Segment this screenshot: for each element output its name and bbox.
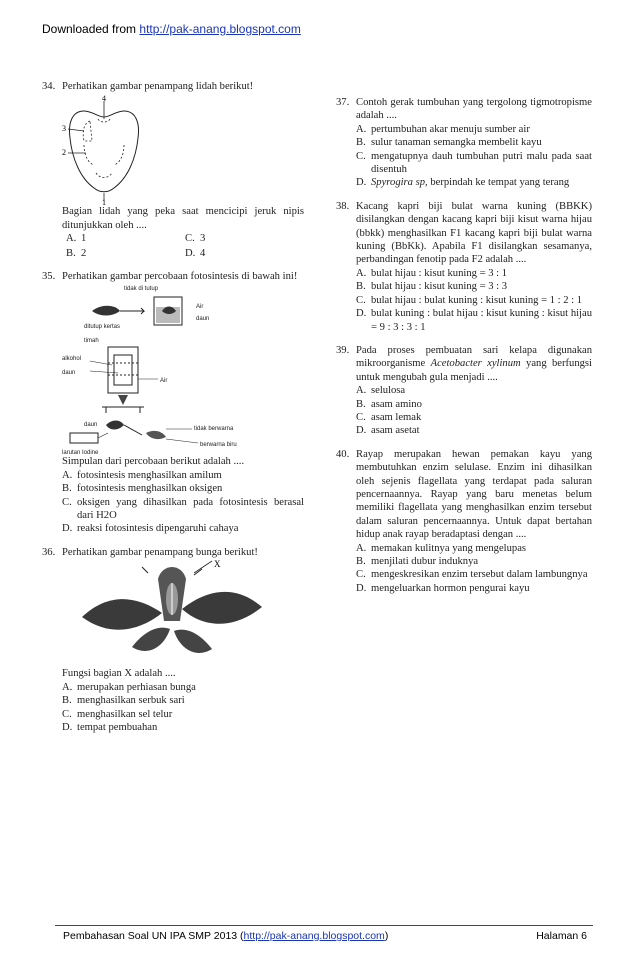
fig-label: larutan Iodine — [62, 450, 99, 457]
question-stem: Perhatikan gambar percobaan fotosintesis di bawah ini! — [62, 271, 298, 283]
tongue-label-1: 1 — [102, 198, 106, 206]
option-c[interactable]: C. 3 — [185, 233, 206, 245]
fig-label: Air — [160, 378, 168, 385]
option-a[interactable]: A. pertumbuhan akar menuju sumber air — [356, 123, 530, 135]
option-b[interactable]: B. asam amino — [356, 398, 422, 410]
option-b[interactable]: B. menjilati dubur induknya — [356, 556, 479, 567]
question-stem: Perhatikan gambar penampang bunga berikut! — [62, 546, 258, 558]
tongue-label-3: 3 — [62, 124, 66, 134]
question-36 — [42, 546, 304, 559]
question-number: 40. — [336, 448, 350, 460]
option-d[interactable]: D. tempat pembuahan — [62, 721, 158, 733]
option-a[interactable]: A. bulat hijau : kisut kuning = 3 : 1 — [356, 267, 508, 279]
fig-label: daun — [196, 316, 210, 323]
question-39 — [336, 344, 592, 384]
fig-label: Air — [196, 304, 204, 311]
photosynthesis-figure — [62, 283, 304, 455]
header-link[interactable]: http://pak-anang.blogspot.com — [139, 22, 301, 36]
flower-diagram — [62, 559, 282, 667]
option-c[interactable]: C. asam lemak — [356, 411, 422, 423]
page-header — [42, 22, 301, 36]
footer-link[interactable]: http://pak-anang.blogspot.com — [243, 930, 385, 942]
flower-label-x: X — [214, 559, 221, 570]
question-38 — [336, 200, 592, 267]
header-prefix: Downloaded from — [42, 22, 140, 36]
fig-label: daun — [84, 422, 98, 429]
tongue-figure — [62, 93, 304, 205]
option-b[interactable]: B. fotosintesis menghasilkan oksigen — [62, 483, 223, 495]
question-37 — [336, 96, 592, 123]
flower-figure — [62, 559, 304, 667]
option-d[interactable]: D. bulat kuning : bulat hijau : kisut kuning : kisut hijau = 9 : 3 : 3 : 1 — [356, 308, 592, 333]
option-b[interactable]: B. menghasilkan serbuk sari — [62, 695, 185, 707]
fig-label: daun — [62, 370, 76, 377]
question-number: 38. — [336, 200, 350, 212]
option-b[interactable]: B. 2 — [66, 247, 87, 259]
question-35 — [42, 270, 304, 283]
question-stem: Rayap merupakan hewan pemakan kayu yang membutuhkan enzim selulase. Enzim ini dihasilkan oleh sejenis flagellata yang terdapat pada saluran pencernaannya. Rayap yang baru menetas belum memiliki flagellata yang menghasilkan enzim tersebut dalam saluran pencernaannya. Untuk dapat bertahan hidup anak rayap beradaptasi dengan .... — [356, 448, 592, 541]
option-a[interactable]: A. merupakan perhiasan bunga — [62, 681, 196, 693]
question-number: 35. — [42, 271, 56, 283]
question-number: 37. — [336, 97, 350, 108]
question-stem: Contoh gerak tumbuhan yang tergolong tigmotropisme adalah .... — [356, 97, 592, 122]
option-d[interactable]: D. Spyrogira sp, berpindah ke tempat yang terang — [356, 177, 570, 189]
options-grid — [66, 232, 304, 260]
fig-label: berwarna biru — [200, 442, 237, 449]
option-a[interactable]: A. fotosintesis menghasilkan amilum — [62, 469, 222, 481]
option-d[interactable]: D. mengeluarkan hormon pengurai kayu — [356, 582, 530, 594]
fig-label: tidak berwarna — [194, 426, 234, 433]
question-prompt: Simpulan dari percobaan berikut adalah .... — [62, 456, 245, 468]
fig-label: alkohol — [62, 356, 82, 363]
fig-label: tidak di tutup — [124, 286, 159, 293]
question-number: 39. — [336, 344, 350, 356]
question-34 — [42, 80, 304, 93]
fig-label: ditutup kertas timah — [84, 324, 121, 344]
question-stem: Pada proses pembuatan sari kelapa digunakan mikroorganisme Acetobacter xylinum yang berfungsi untuk mengubah gula menjadi .... — [356, 344, 593, 383]
footer-left: Pembahasan Soal UN IPA SMP 2013 (http://pak-anang.blogspot.com) — [63, 930, 389, 942]
option-a[interactable]: A. 1 — [66, 233, 87, 245]
option-b[interactable]: B. sulur tanaman semangka membelit kayu — [356, 137, 542, 149]
question-stem: Kacang kapri biji bulat warna kuning (BBKK) disilangkan dengan kacang kapri biji kisut warna hijau (bbkk) menghasilkan F1 kacang kapri biji bulat warna kuning (BbKk). Apabila F1 disilangkan sesamanya, perbandingan fenotip pada F2 adalah .... — [356, 200, 592, 266]
page-number: Halaman 6 — [536, 930, 587, 942]
question-40 — [336, 448, 592, 542]
option-b[interactable]: B. bulat hijau : kisut kuning = 3 : 3 — [356, 281, 508, 293]
question-prompt: Fungsi bagian X adalah .... — [62, 668, 176, 680]
option-c[interactable]: C. mengatupnya dauh tumbuhan putri malu pada saat disentuh — [356, 150, 592, 176]
page-footer — [55, 925, 593, 942]
question-stem: Perhatikan gambar penampang lidah berikut! — [62, 81, 254, 92]
left-column — [42, 80, 304, 734]
option-c[interactable]: C. oksigen yang dihasilkan pada fotosintesis berasal dari H2O — [62, 496, 304, 522]
tongue-label-2: 2 — [62, 148, 66, 158]
option-c[interactable]: C. bulat hijau : bulat kuning : kisut kuning = 1 : 2 : 1 — [356, 294, 583, 306]
option-a[interactable]: A. memakan kulitnya yang mengelupas — [356, 542, 527, 554]
question-number: 34. — [42, 81, 56, 92]
option-c[interactable]: C. mengeskresikan enzim tersebut dalam lambungnya — [356, 569, 588, 581]
question-prompt: Bagian lidah yang peka saat mencicipi jeruk nipis ditunjukkan oleh .... — [62, 206, 304, 231]
tongue-diagram — [62, 93, 162, 205]
option-d[interactable]: D. reaksi fotosintesis dipengaruhi cahaya — [62, 523, 239, 535]
right-column — [336, 96, 592, 595]
option-d[interactable]: D. 4 — [185, 247, 206, 259]
tongue-label-4: 4 — [102, 94, 106, 104]
option-a[interactable]: A. selulosa — [356, 385, 406, 397]
question-number: 36. — [42, 546, 56, 558]
option-c[interactable]: C. menghasilkan sel telur — [62, 708, 173, 720]
option-d[interactable]: D. asam asetat — [356, 425, 420, 437]
